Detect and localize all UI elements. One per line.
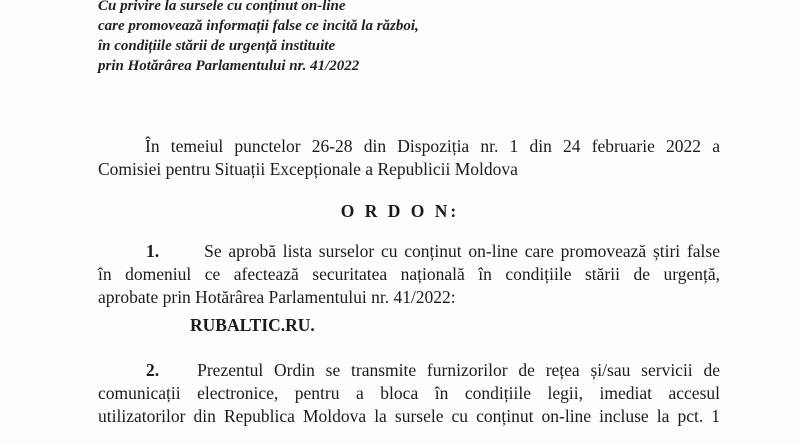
order-item-2: [98, 359, 720, 428]
item-number: 1.: [146, 241, 160, 261]
subject-line: în condițiile stării de urgență instituite: [98, 38, 336, 54]
item1-line: aprobate prin Hotărârea Parlamentului nr. 41/2022:: [98, 287, 456, 307]
preamble-paragraph: [98, 135, 720, 181]
item2-line: Prezentul Ordin se transmite furnizorilor de rețea și/sau servicii de: [197, 360, 720, 380]
subject-line: prin Hotărârea Parlamentului nr. 41/2022: [98, 58, 360, 74]
item2-line: utilizatorilor din Republica Moldova la sursele cu conținut on-line incluse la pct. 1: [98, 406, 720, 426]
subject-line: Cu privire la sursele cu conținut on-line: [98, 0, 346, 14]
document-subject: [98, 0, 419, 76]
item2-line: comunicații electronice, pentru a bloca în condițiile legii, imediat accesul: [98, 383, 720, 403]
item1-line: Se aprobă lista surselor cu conținut on-line care promovează știri false: [204, 241, 720, 261]
item2-first-line: [98, 359, 720, 382]
ordon-heading: O R D O N:: [340, 201, 460, 221]
subject-line: care promovează informații false ce incită la război,: [98, 18, 419, 34]
item1-line: în domeniul ce afectează securitatea națională în condițiile stării de urgență,: [98, 264, 720, 284]
preamble-line: Comisiei pentru Situații Excepționale a Republicii Moldova: [98, 159, 518, 179]
item-number: 2.: [146, 360, 160, 380]
blocked-site: RUBALTIC.RU.: [190, 315, 315, 335]
order-item-1: [98, 240, 720, 309]
preamble-line: În temeiul punctelor 26-28 din Dispoziția nr. 1 din 24 februarie 2022 a: [145, 136, 720, 156]
item1-first-line: [98, 240, 720, 263]
